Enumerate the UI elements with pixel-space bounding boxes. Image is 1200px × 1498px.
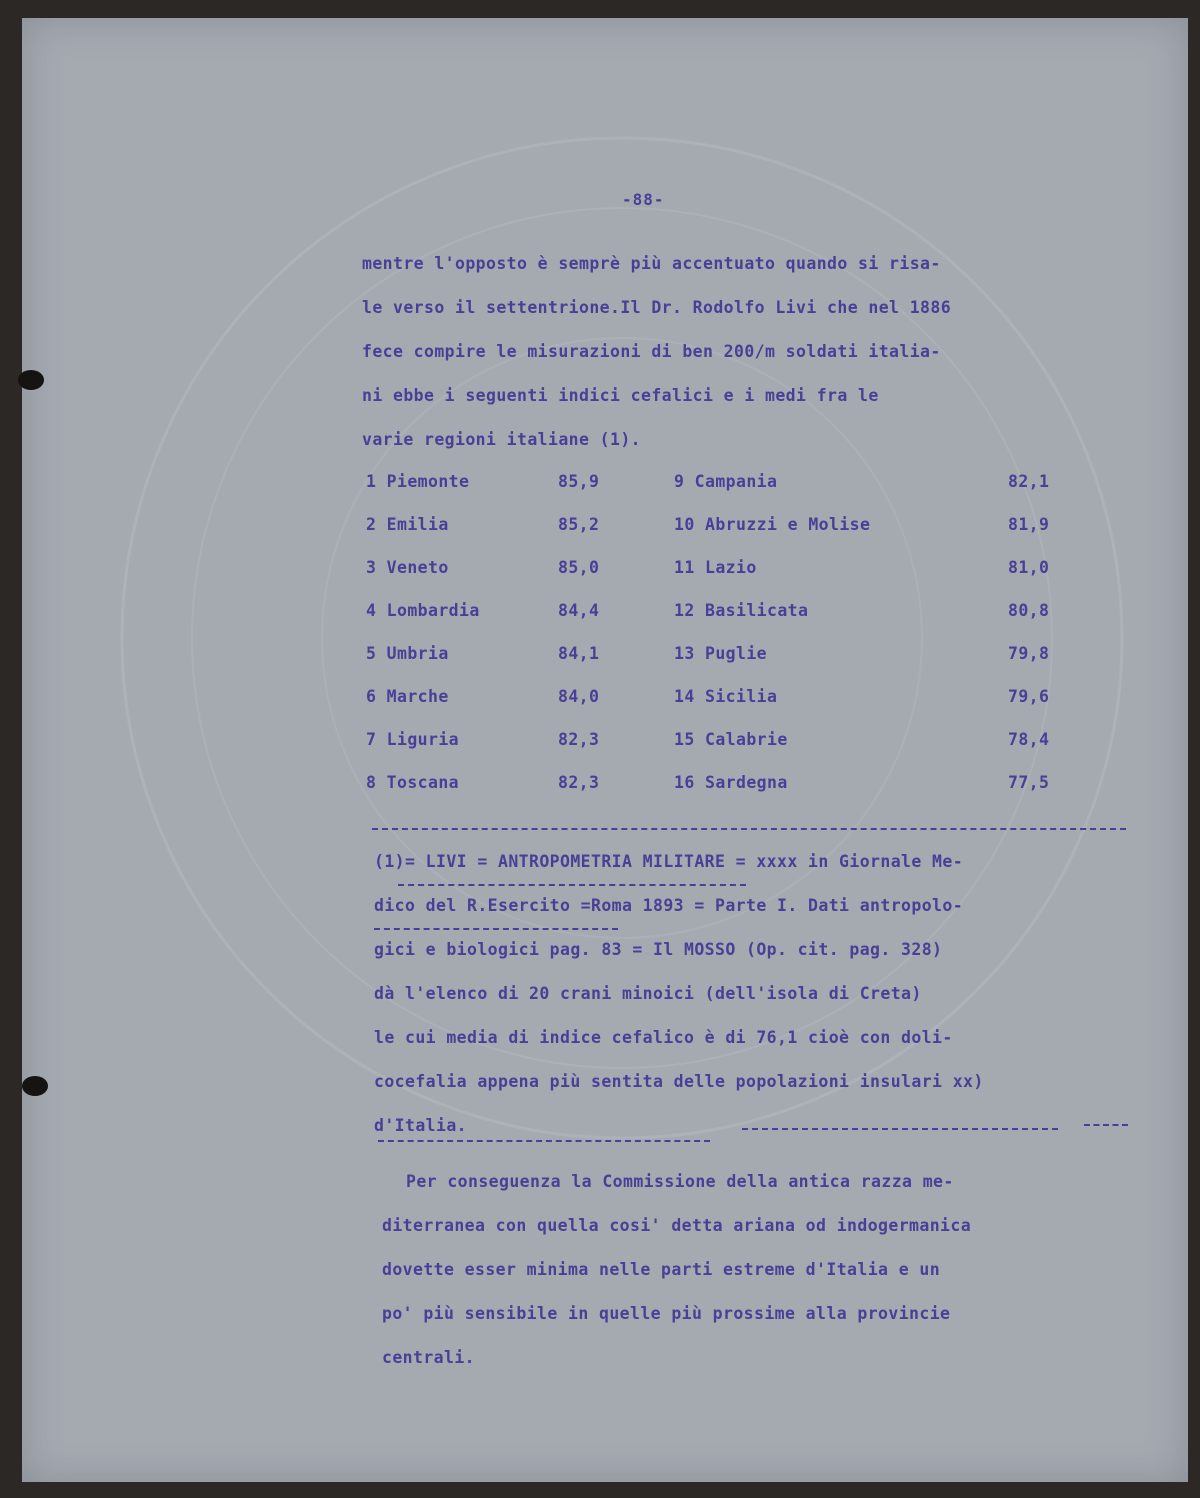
text-line: dà l'elenco di 20 crani minoici (dell'isola di Creta) xyxy=(374,984,922,1003)
text-line: le verso il settentrione.Il Dr. Rodolfo Livi che nel 1886 xyxy=(362,298,952,317)
footnote-underline xyxy=(374,928,618,930)
text-line: centrali. xyxy=(382,1348,476,1367)
text-line: cocefalia appena più sentita delle popolazioni insulari xx) xyxy=(374,1072,984,1091)
region-name: 5 Umbria xyxy=(366,644,449,663)
cephalic-index-table xyxy=(366,472,1126,812)
table-row xyxy=(366,687,1126,711)
footnote-end-separator xyxy=(742,1128,1058,1130)
region-name: 7 Liguria xyxy=(366,730,460,749)
cephalic-index: 84,4 xyxy=(558,601,600,620)
region-name: 8 Toscana xyxy=(366,773,460,792)
punch-hole-top xyxy=(18,370,44,390)
cephalic-index: 80,8 xyxy=(1008,601,1050,620)
text-line: (1)= LIVI = ANTROPOMETRIA MILITARE = xxxx in Giornale Me- xyxy=(374,852,964,871)
footnote-end-separator xyxy=(378,1140,710,1142)
region-name: 14 Sicilia xyxy=(674,687,778,706)
table-row xyxy=(366,601,1126,625)
text-line: po' più sensibile in quelle più prossime alla provincie xyxy=(382,1304,951,1323)
region-name: 13 Puglie xyxy=(674,644,768,663)
cephalic-index: 82,1 xyxy=(1008,472,1050,491)
table-row xyxy=(366,730,1126,754)
text-line: le cui media di indice cefalico è di 76,1 cioè con doli- xyxy=(374,1028,953,1047)
cephalic-index: 82,3 xyxy=(558,730,600,749)
cephalic-index: 77,5 xyxy=(1008,773,1050,792)
region-name: 3 Veneto xyxy=(366,558,449,577)
cephalic-index: 81,9 xyxy=(1008,515,1050,534)
region-name: 4 Lombardia xyxy=(366,601,480,620)
cephalic-index: 81,0 xyxy=(1008,558,1050,577)
cephalic-index: 84,0 xyxy=(558,687,600,706)
region-name: 12 Basilicata xyxy=(674,601,809,620)
text-line: Per conseguenza la Commissione della antica razza me- xyxy=(406,1172,954,1191)
table-row xyxy=(366,558,1126,582)
table-row xyxy=(366,773,1126,797)
region-name: 15 Calabrie xyxy=(674,730,788,749)
table-row xyxy=(366,472,1126,496)
cephalic-index: 79,6 xyxy=(1008,687,1050,706)
region-name: 10 Abruzzi e Molise xyxy=(674,515,871,534)
text-line: fece compire le misurazioni di ben 200/m soldati italia- xyxy=(362,342,941,361)
text-line: mentre l'opposto è semprè più accentuato quando si risa- xyxy=(362,254,941,273)
region-name: 9 Campania xyxy=(674,472,778,491)
table-row xyxy=(366,644,1126,668)
text-line: varie regioni italiane (1). xyxy=(362,430,642,449)
cephalic-index: 82,3 xyxy=(558,773,600,792)
region-name: 6 Marche xyxy=(366,687,449,706)
cephalic-index: 84,1 xyxy=(558,644,600,663)
cephalic-index: 79,8 xyxy=(1008,644,1050,663)
cephalic-index: 85,0 xyxy=(558,558,600,577)
region-name: 1 Piemonte xyxy=(366,472,470,491)
cephalic-index: 85,9 xyxy=(558,472,600,491)
cephalic-index: 78,4 xyxy=(1008,730,1050,749)
footnote-separator xyxy=(372,828,1126,830)
footnote-end-separator xyxy=(1084,1124,1128,1126)
punch-hole-bottom xyxy=(22,1076,48,1096)
region-name: 16 Sardegna xyxy=(674,773,788,792)
cephalic-index: 85,2 xyxy=(558,515,600,534)
text-line: gici e biologici pag. 83 = Il MOSSO (Op. cit. pag. 328) xyxy=(374,940,943,959)
text-line: diterranea con quella cosi' detta ariana od indogermanica xyxy=(382,1216,972,1235)
paper-sheet xyxy=(22,18,1188,1482)
text-line: dico del R.Esercito =Roma 1893 = Parte I. Dati antropolo- xyxy=(374,896,964,915)
text-line: d'Italia. xyxy=(374,1116,468,1135)
region-name: 2 Emilia xyxy=(366,515,449,534)
text-line: ni ebbe i seguenti indici cefalici e i medi fra le xyxy=(362,386,879,405)
footnote-underline xyxy=(398,884,746,886)
page-number: -88- xyxy=(622,190,665,209)
table-row xyxy=(366,515,1126,539)
text-line: dovette esser minima nelle parti estreme d'Italia e un xyxy=(382,1260,941,1279)
region-name: 11 Lazio xyxy=(674,558,757,577)
